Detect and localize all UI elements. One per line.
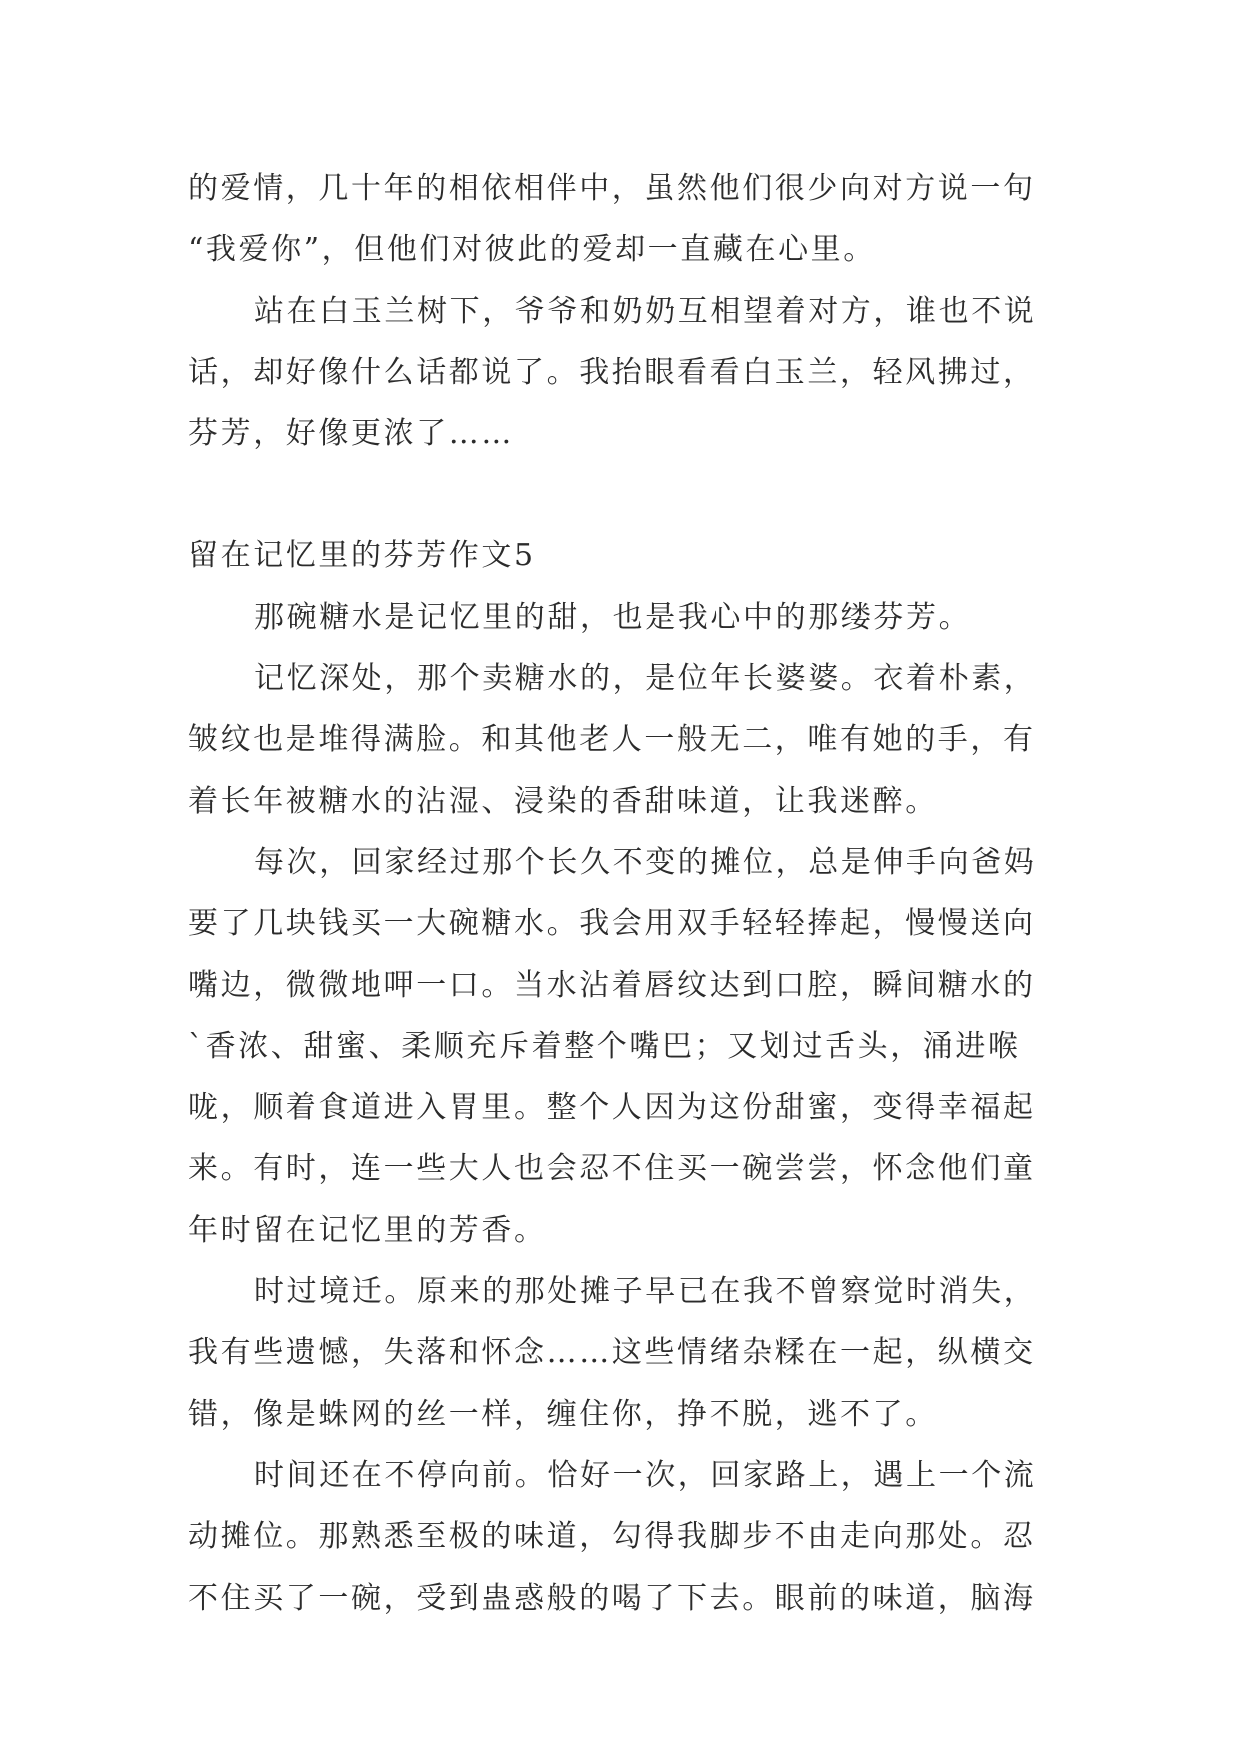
text-line: 话，却好像什么话都说了。我抬眼看看白玉兰，轻风拂过，: [188, 354, 1036, 390]
text-line: `香浓、甜蜜、柔顺充斥着整个嘴巴；又划过舌头，涌进喉: [188, 1028, 1021, 1064]
paragraph-line: 站在白玉兰树下，爷爷和奶奶互相望着对方，谁也不说: [254, 293, 1037, 329]
text-line: 咙，顺着食道进入胃里。整个人因为这份甜蜜，变得幸福起: [188, 1090, 1036, 1126]
text-line: 皱纹也是堆得满脸。和其他老人一般无二，唯有她的手，有: [188, 722, 1036, 758]
paragraph-line: 每次，回家经过那个长久不变的摊位，总是伸手向爸妈: [254, 844, 1037, 880]
paragraph-line: 记忆深处，那个卖糖水的，是位年长婆婆。衣着朴素，: [254, 661, 1037, 697]
text-line: “我爱你”，但他们对彼此的爱却一直藏在心里。: [188, 232, 876, 268]
text-line: 的爱情，几十年的相依相伴中，虽然他们很少向对方说一句: [188, 171, 1036, 206]
paragraph-line: 时间还在不停向前。恰好一次，回家路上，遇上一个流: [254, 1457, 1037, 1493]
text-line: 不住买了一碗，受到蛊惑般的喝了下去。眼前的味道，脑海: [188, 1580, 1036, 1616]
document-body: [188, 158, 1068, 1629]
text-line: 嘴边，微微地呷一口。当水沾着唇纹达到口腔，瞬间糖水的: [188, 967, 1036, 1003]
section-spacer: [188, 464, 1068, 525]
text-line: 芬芳，好像更浓了……: [188, 416, 514, 452]
paragraph-line: 那碗糖水是记忆里的甜，也是我心中的那缕芬芳。: [254, 599, 972, 635]
text-line: 要了几块钱买一大碗糖水。我会用双手轻轻捧起，慢慢送向: [188, 906, 1036, 942]
text-line: 错，像是蛛网的丝一样，缠住你，挣不脱，逃不了。: [188, 1396, 938, 1432]
text-line: 着长年被糖水的沾湿、浸染的香甜味道，让我迷醉。: [188, 783, 938, 819]
text-line: 我有些遗憾，失落和怀念……这些情绪杂糅在一起，纵横交: [188, 1335, 1036, 1371]
text-line: 来。有时，连一些大人也会忍不住买一碗尝尝，怀念他们童: [188, 1151, 1036, 1187]
section-title: 留在记忆里的芬芳作文5: [188, 538, 536, 574]
text-line: 动摊位。那熟悉至极的味道，勾得我脚步不由走向那处。忍: [188, 1519, 1036, 1555]
paragraph-line: 时过境迁。原来的那处摊子早已在我不曾察觉时消失，: [254, 1274, 1037, 1310]
text-line: 年时留在记忆里的芳香。: [188, 1212, 547, 1248]
